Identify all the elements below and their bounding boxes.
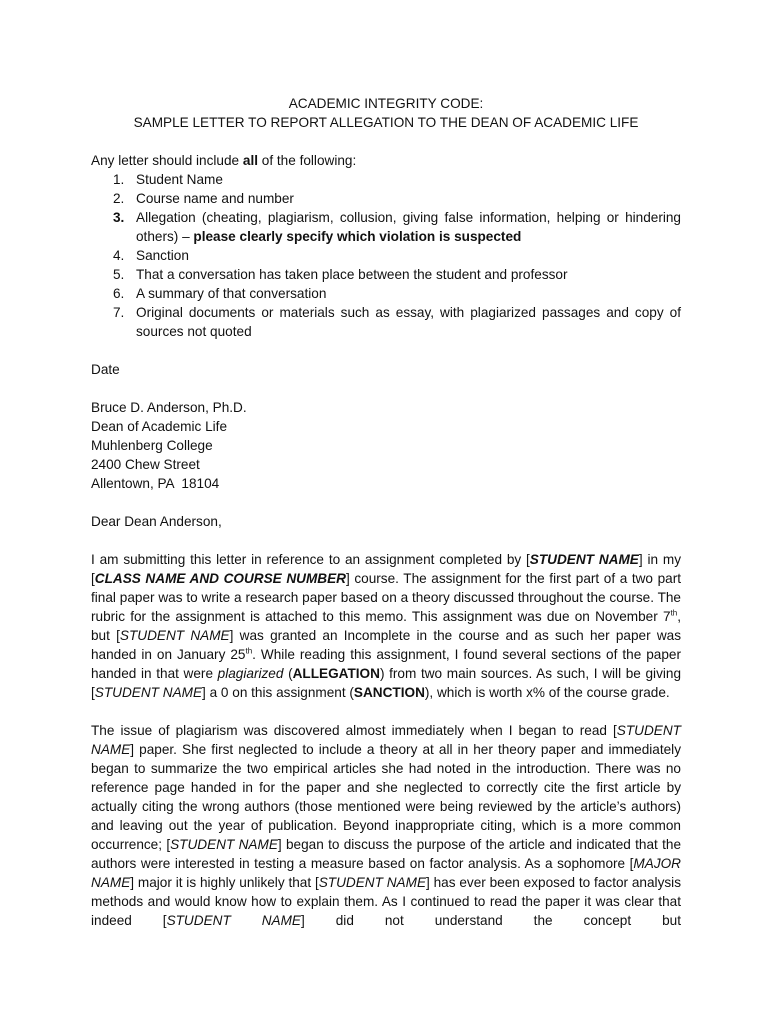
paragraph-2: The issue of plagiarism was discovered almost immediately when I began to read [STUDENT NAME] paper. She first neglected to include a theory at all in her theory paper and immediately began to summarize the two empirical articles she had noted in the introduction. There was no reference page handed in for the paper and she neglected to correctly cite the first article by actually citing the wrong authors (those mentioned were being reviewed by the article’s authors) and leaving out the year of publication. Beyond inappropriate citing, which is a more common occurrence; [STUDENT NAME] began to discuss the purpose of the article and indicated that the authors were interested in testing a measure based on factor analysis. As a sophomore [MAJOR NAME] major it is highly unlikely that [STUDENT NAME] has ever been exposed to factor analysis methods and would know how to explain them. As I continued to read the paper it was clear that indeed [STUDENT NAME] did not understand the concept but [91,723,682,928]
list-item: 1. Student Name [113,172,223,187]
document-page [91,94,681,930]
recipient-name: Bruce D. Anderson, Ph.D. [91,400,247,415]
recipient-institution: Muhlenberg College [91,438,213,453]
letter-date: Date [91,362,120,377]
list-item: 5. That a conversation has taken place between the student and professor [113,267,568,282]
title-line-1: ACADEMIC INTEGRITY CODE: [288,96,484,111]
list-item: 2. Course name and number [113,191,294,206]
recipient-city: Allentown, PA 18104 [91,476,220,491]
list-item: 3. Allegation (cheating, plagiarism, collusion, giving false information, helping or hindering others) – please clearly specify which violation is suspected [113,210,681,244]
paragraph-1: I am submitting this letter in reference to an assignment completed by [STUDENT NAME] in my [CLASS NAME AND COURSE NUMBER] course. The assignment for the first part of a two part final paper was to write a research paper based on a theory discussed throughout the course. The rubric for the assignment is attached to this memo. This assignment was due on November 7th, but [STUDENT NAME] was granted an Incomplete in the course and as such her paper was handed in on January 25th. While reading this assignment, I found several sections of the paper handed in that were plagiarized (ALLEGATION) from two main sources. As such, I will be giving [STUDENT NAME] a 0 on this assignment (SANCTION), which is worth x% of the course grade. [91,552,682,700]
list-item: 4. Sanction [113,248,189,263]
title-line-2: SAMPLE LETTER TO REPORT ALLEGATION TO THE DEAN OF ACADEMIC LIFE [133,115,639,130]
list-item: 7. Original documents or materials such as essay, with plagiarized passages and copy of sources not quoted [113,305,681,339]
list-item: 6. A summary of that conversation [113,286,327,301]
intro-line: Any letter should include all of the following: [91,153,357,168]
requirements-list [91,170,681,341]
recipient-address [91,398,681,493]
recipient-street: 2400 Chew Street [91,457,200,472]
salutation: Dear Dean Anderson, [91,514,222,529]
intro-emphasis: all [242,153,259,168]
document-title [91,94,681,132]
recipient-title: Dean of Academic Life [91,419,228,434]
